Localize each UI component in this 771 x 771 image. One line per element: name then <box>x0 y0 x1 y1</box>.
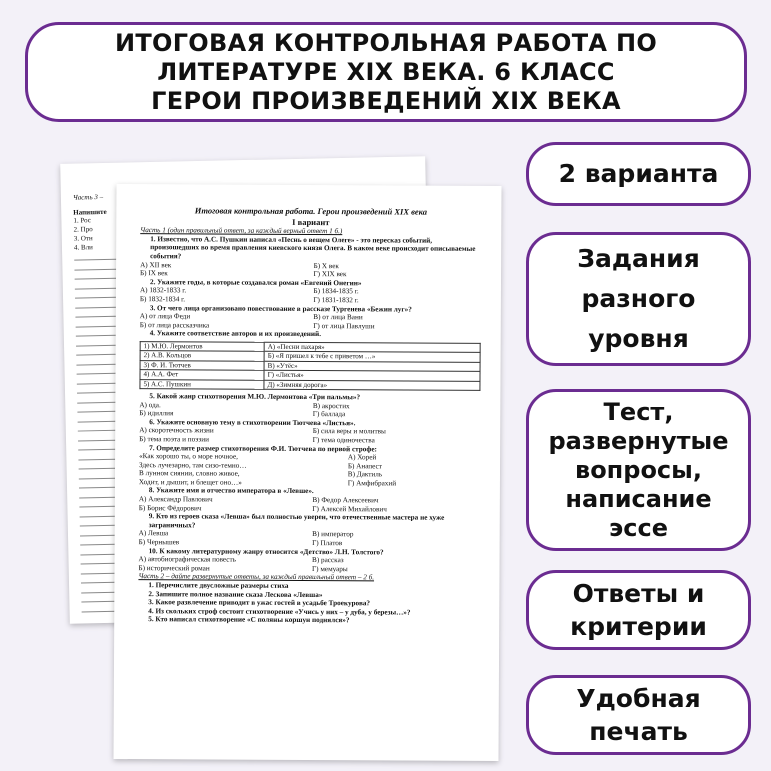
part-2-question-4: 4. Из скольких строф состоит стихотворение «Учись у них – у дуба, у березы…»? <box>148 606 411 617</box>
poem-line: «Как хорошо ты, о море ночное, <box>139 452 238 461</box>
table-cell: 2) А.В. Кольцов <box>140 351 264 361</box>
option: В) император <box>312 530 354 539</box>
option: Б) Чернышев <box>138 538 180 547</box>
print-badge <box>526 675 751 755</box>
back-item-3: 3. Отн <box>73 234 93 243</box>
option: А) Александр Павлович <box>138 495 213 504</box>
option: Б) Борис Фёдорович <box>138 503 202 513</box>
front-worksheet-page <box>113 184 501 761</box>
poem-line: Здесь лучезарно, там сизо-темно… <box>139 460 247 470</box>
levels-badge-text: Задания разного уровня <box>577 244 700 353</box>
question-1-options <box>140 261 481 280</box>
option: А) ода. <box>139 400 161 409</box>
question-5-options <box>139 401 480 420</box>
back-item-4: 4. Вли <box>73 243 93 252</box>
variants-badge-text: 2 варианта <box>558 159 719 188</box>
question-10: 10. К какому литературному жанру относится «Детство» Л.Н. Толстого? <box>148 546 384 557</box>
answers-badge <box>526 570 751 650</box>
back-part-label: Часть 3 – <box>72 192 104 202</box>
title-banner <box>25 22 747 122</box>
task-types-badge <box>526 389 751 551</box>
option: В) Дактиль <box>347 470 383 479</box>
question-4: 4. Укажите соответствие авторов и их произведений. <box>149 329 322 339</box>
option: Б) идиллия <box>139 409 174 418</box>
question-7: 7. Определите размер стихотворения Ф.И. Тютчева по первой строфе: <box>149 443 377 453</box>
option: Б) Анапест <box>347 461 382 471</box>
question-9-options <box>139 530 480 549</box>
option: Б) от лица рассказчика <box>139 320 210 330</box>
part-2-question-1: 1. Перечислите двусложные размеры стиха <box>148 581 289 590</box>
task-types-badge-text: Тест, развернутые вопросы, написание эссе <box>548 397 729 542</box>
question-3-options <box>140 312 481 331</box>
part-2-question-3: 3. Какое развлечение приводит в ужас гостей в усадьбе Троекурова? <box>148 598 371 608</box>
option: В) акростих <box>312 401 350 410</box>
table-row <box>140 379 480 390</box>
question-6-options <box>139 426 480 445</box>
matching-table <box>139 341 480 391</box>
print-badge-text: Удобная печать <box>576 684 701 746</box>
table-cell: 4) А.А. Фет <box>140 370 264 380</box>
table-cell: 5) А.С. Пушкин <box>140 379 264 389</box>
back-answer-lines <box>60 156 425 164</box>
option: Г) Амфибрахий <box>347 479 397 488</box>
document-title: Итоговая контрольная работа. Герои произведений XIX века <box>194 205 428 217</box>
poem-line: В лунном сиянии, словно живое, <box>138 469 240 478</box>
part-2-question-2: 2. Запишите полное название сказа Лескова «Левша» <box>148 589 323 599</box>
table-cell: Б) «Я пришел к тебе с приветом …» <box>264 352 480 363</box>
question-6: 6. Укажите основную тему в стихотворении Тютчева «Листья». <box>149 417 356 427</box>
table-cell: 1) М.Ю. Лермонтов <box>140 342 264 352</box>
option: Г) Платов <box>312 539 343 548</box>
option: В) Федор Алексеевич <box>312 496 379 505</box>
back-heading: Напишите <box>73 207 107 217</box>
question-2-options <box>140 286 481 305</box>
option: Б) 1832-1834 г. <box>139 295 186 304</box>
variant-label: I вариант <box>292 216 330 227</box>
question-8: 8. Укажите имя и отчество императора в «Левше». <box>148 486 314 496</box>
question-8-options <box>139 495 480 514</box>
title-line-2: ГЕРОИ ПРОИЗВЕДЕНИЙ XIX ВЕКА <box>151 86 621 115</box>
part-1-label: Часть 1 (один правильный ответ, за каждый верный ответ 1 б.) <box>140 226 343 236</box>
back-item-2: 2. Про <box>73 225 93 234</box>
option: Б) 1834-1835 г. <box>313 287 359 296</box>
option: А) 1832-1833 г. <box>139 286 187 295</box>
question-10-options <box>138 555 479 574</box>
option: Г) XIX век <box>313 270 347 279</box>
option: А) от лица Феди <box>139 312 191 321</box>
part-2-label: Часть 2 – дайте развернутые ответы, за каждый правильный ответ – 2 б. <box>138 572 375 582</box>
option: Б) сила веры и молитвы <box>312 427 386 436</box>
table-cell: 3) Ф. И. Тютчев <box>140 360 264 370</box>
option: Б) IX век <box>140 269 168 278</box>
table-cell: А) «Песни пахаря» <box>264 342 480 353</box>
question-3: 3. От чего лица организовано повествование в рассказе Тургенева «Бежин луг»? <box>149 303 412 314</box>
option: Г) от лица Павлуши <box>313 321 375 331</box>
option: Б) исторический роман <box>138 563 210 573</box>
option: Г) мемуары <box>311 564 348 574</box>
option: А) Хорей <box>347 453 377 462</box>
option: А) XII век <box>140 260 172 269</box>
option: Г) баллада <box>312 410 346 419</box>
variants-badge <box>526 142 751 206</box>
table-cell: Д) «Зимняя дорога» <box>264 380 480 391</box>
option: А) скоротечность жизни <box>139 426 214 435</box>
option: Г) тема одиночества <box>312 435 375 445</box>
poem-line: Ходит, и дышит, и блещет оно…» <box>138 477 242 487</box>
part-2-question-5: 5. Кто написал стихотворение «С поляны коршун поднялся»? <box>148 615 350 625</box>
back-item-1: 1. Рос <box>73 216 91 225</box>
levels-badge <box>526 232 751 366</box>
answers-badge-text: Ответы и критерии <box>570 579 707 641</box>
option: А) автобиографическая повесть <box>138 555 236 564</box>
option: Г) 1831-1832 г. <box>313 295 359 305</box>
question-1: 1. Известно, что А.С. Пушкин написал «Песнь о вещем Олеге» - это пересказ событий, произошедших во время правления киевского князя Олега. В каком веке происходит описываемые события? <box>150 234 476 261</box>
option: А) Левша <box>138 529 169 538</box>
poem-and-options <box>139 452 480 488</box>
option: В) от лица Вани <box>313 313 363 322</box>
option: В) рассказ <box>312 556 344 565</box>
table-cell: В) «Утёс» <box>264 361 480 372</box>
question-2: 2. Укажите годы, в которые создавался роман «Евгений Онегин» <box>149 277 362 288</box>
option: Б) тема поэта и поэзии <box>139 435 209 444</box>
question-5: 5. Какой жанр стихотворения М.Ю. Лермонтова «Три пальмы»? <box>149 392 361 402</box>
option: Б) X век <box>313 261 339 270</box>
option: Г) Алексей Михайлович <box>312 504 387 514</box>
table-cell: Г) «Листья» <box>264 370 480 381</box>
question-9: 9. Кто из героев сказа «Левша» был полностью уверен, что отечественные мастера не хуже заграничных? <box>148 512 445 530</box>
title-line-1: ИТОГОВАЯ КОНТРОЛЬНАЯ РАБОТА ПО ЛИТЕРАТУРЕ XIX ВЕКА. 6 КЛАСС <box>114 28 658 86</box>
